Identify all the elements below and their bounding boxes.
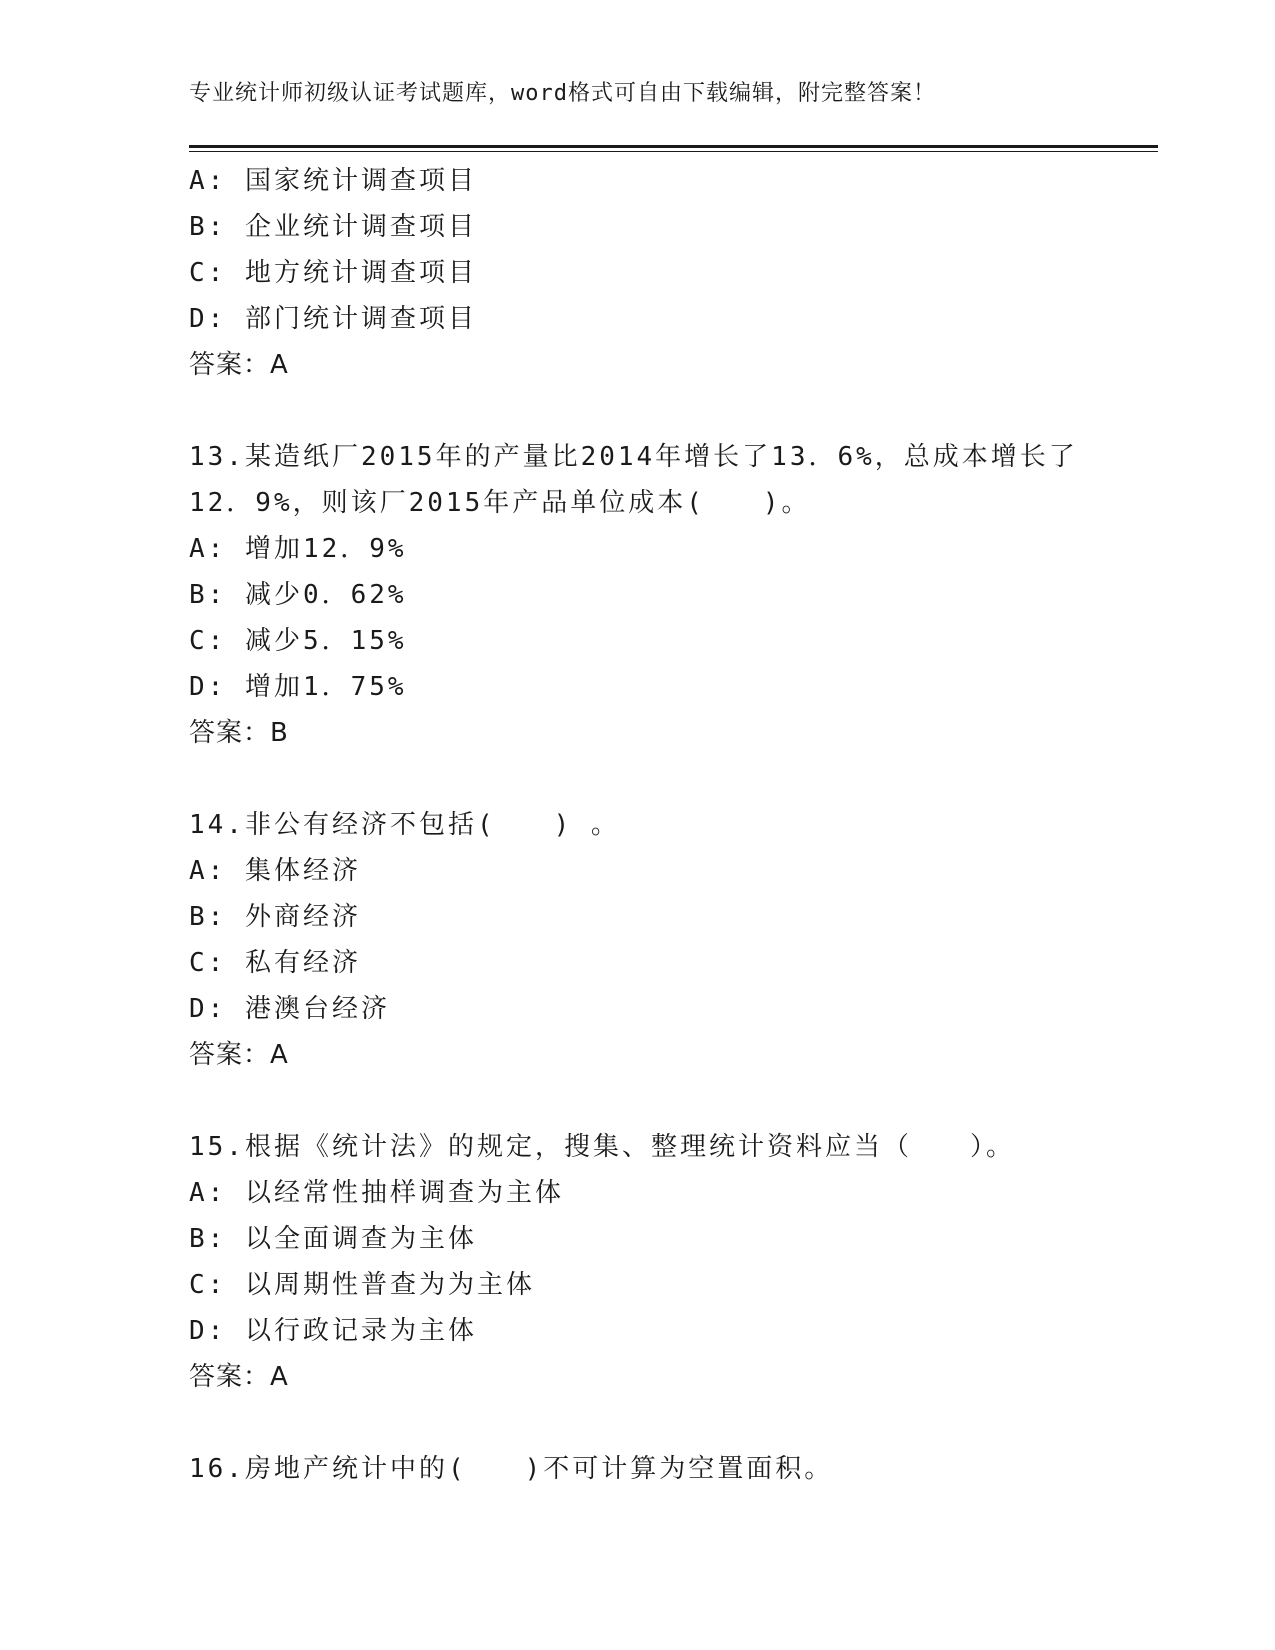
option-b: B: 外商经济 xyxy=(189,902,361,932)
option-a: A: 国家统计调查项目 xyxy=(189,166,477,196)
option-b: B: 企业统计调查项目 xyxy=(189,212,477,242)
option-a: A: 集体经济 xyxy=(189,856,361,886)
question-12 xyxy=(189,158,1158,388)
question-16 xyxy=(189,1446,1158,1492)
option-c: C: 减少5．15% xyxy=(189,626,407,656)
question-stem: 16.房地产统计中的( )不可计算为空置面积。 xyxy=(189,1454,834,1484)
spacer xyxy=(189,388,1158,434)
header-rule-thin xyxy=(189,151,1158,152)
spacer xyxy=(189,1400,1158,1446)
spacer xyxy=(189,1078,1158,1124)
option-d: D: 以行政记录为主体 xyxy=(189,1316,477,1346)
option-d: D: 增加1．75% xyxy=(189,672,407,702)
document-header: 专业统计师初级认证考试题库，word格式可自由下载编辑，附完整答案！ xyxy=(189,81,936,106)
answer: 答案：A xyxy=(189,1362,289,1392)
answer: 答案：B xyxy=(189,718,289,748)
option-a: A: 增加12．9% xyxy=(189,534,407,564)
option-c: C: 私有经济 xyxy=(189,948,361,978)
option-b: B: 以全面调查为主体 xyxy=(189,1224,477,1254)
answer: 答案：A xyxy=(189,1040,289,1070)
option-c: C: 地方统计调查项目 xyxy=(189,258,477,288)
question-stem: 15.根据《统计法》的规定，搜集、整理统计资料应当（ ）。 xyxy=(189,1132,1015,1162)
question-15 xyxy=(189,1124,1158,1400)
option-b: B: 减少0．62% xyxy=(189,580,407,610)
header-rule-thick xyxy=(189,145,1158,148)
question-list xyxy=(189,158,1158,1492)
question-stem: 14.非公有经济不包括( ) 。 xyxy=(189,810,620,840)
option-d: D: 港澳台经济 xyxy=(189,994,390,1024)
option-c: C: 以周期性普查为为主体 xyxy=(189,1270,535,1300)
option-d: D: 部门统计调查项目 xyxy=(189,304,477,334)
question-13 xyxy=(189,434,1158,756)
option-a: A: 以经常性抽样调查为主体 xyxy=(189,1178,564,1208)
question-stem-line-1: 13.某造纸厂2015年的产量比2014年增长了13．6%，总成本增长了 xyxy=(189,442,1078,472)
answer: 答案：A xyxy=(189,350,289,380)
spacer xyxy=(189,756,1158,802)
question-14 xyxy=(189,802,1158,1078)
question-stem-line-2: 12．9%，则该厂2015年产品单位成本( )。 xyxy=(189,488,811,518)
